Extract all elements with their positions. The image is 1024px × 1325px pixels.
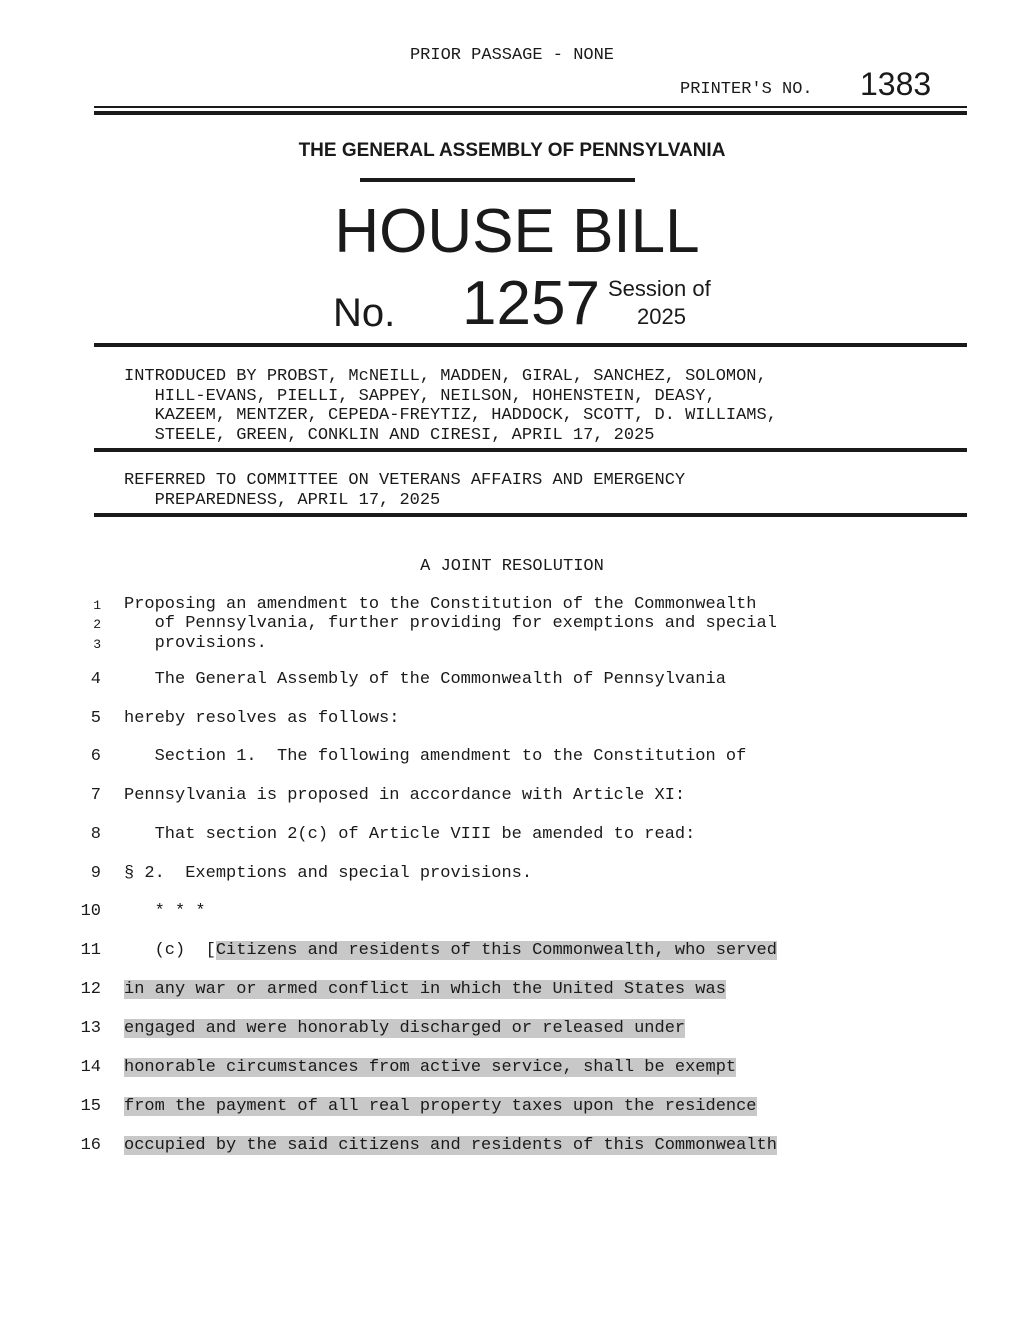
line-number: 4 [90, 670, 101, 689]
subsection-prefix: (c) [ [124, 941, 216, 960]
line-number: 2 [93, 617, 101, 632]
struck-text: in any war or armed conflict in which the United States was [124, 980, 726, 999]
struck-text: honorable circumstances from active service, shall be exempt [124, 1058, 737, 1077]
line-text: Section 1. The following amendment to the Constitution of [124, 747, 747, 766]
line-number: 8 [90, 825, 101, 844]
line-number: 13 [80, 1019, 101, 1038]
header-rule-thick [94, 111, 967, 115]
bill-number: 1257 [462, 269, 600, 338]
introduced-line: INTRODUCED BY PROBST, McNEILL, MADDEN, GIRAL, SANCHEZ, SOLOMON, [124, 367, 767, 386]
line-text [124, 941, 777, 960]
line-text: hereby resolves as follows: [124, 709, 400, 728]
referred-rule [94, 513, 967, 517]
line-number: 1 [93, 598, 101, 613]
line-text: provisions. [124, 634, 267, 653]
struck-text: Citizens and residents of this Commonwealth, who served [215, 941, 777, 960]
resolution-title: A JOINT RESOLUTION [420, 557, 604, 576]
assembly-underline [360, 178, 635, 182]
line-text: That section 2(c) of Article VIII be amended to read: [124, 825, 696, 844]
introduced-line: KAZEEM, MENTZER, CEPEDA-FREYTIZ, HADDOCK, SCOTT, D. WILLIAMS, [124, 406, 777, 425]
line-number: 3 [93, 637, 101, 652]
assembly-title: THE GENERAL ASSEMBLY OF PENNSYLVANIA [298, 140, 726, 161]
line-text [124, 1019, 685, 1038]
line-number: 6 [90, 747, 101, 766]
referred-line: PREPAREDNESS, APRIL 17, 2025 [124, 490, 441, 510]
line-text: § 2. Exemptions and special provisions. [124, 864, 533, 883]
line-text: Pennsylvania is proposed in accordance with Article XI: [124, 786, 686, 805]
line-text: of Pennsylvania, further providing for exemptions and special [124, 614, 777, 633]
line-number: 12 [80, 980, 101, 999]
line-text [124, 1136, 777, 1155]
struck-text: from the payment of all real property taxes upon the residence [124, 1097, 757, 1116]
printers-number-label: PRINTER'S NO. [680, 80, 813, 99]
line-number: 10 [80, 902, 101, 921]
line-number: 16 [80, 1136, 101, 1155]
introduced-line: HILL-EVANS, PIELLI, SAPPEY, NEILSON, HOHENSTEIN, DEASY, [124, 386, 716, 406]
prior-passage: PRIOR PASSAGE - NONE [409, 46, 615, 65]
line-number: 11 [80, 941, 101, 960]
line-text: The General Assembly of the Commonwealth of Pennsylvania [124, 670, 726, 689]
referred-line: REFERRED TO COMMITTEE ON VETERANS AFFAIRS AND EMERGENCY [124, 471, 686, 490]
line-number: 14 [80, 1058, 101, 1077]
line-number: 15 [80, 1097, 101, 1116]
line-number: 9 [90, 864, 101, 883]
printers-number: 1383 [860, 66, 932, 102]
line-number: 7 [90, 786, 101, 805]
session-label: Session of [608, 276, 711, 301]
introduced-rule [94, 448, 967, 452]
session-year: 2025 [637, 304, 686, 329]
bill-type: HOUSE BILL [334, 197, 700, 266]
line-text: Proposing an amendment to the Constitution of the Commonwealth [124, 595, 757, 614]
line-text: * * * [124, 902, 206, 921]
struck-text: occupied by the said citizens and residents of this Commonwealth [124, 1136, 777, 1155]
line-text [124, 1097, 757, 1116]
line-text [124, 1058, 736, 1077]
title-rule [94, 343, 967, 347]
header-rule-thin [94, 106, 967, 108]
line-number: 5 [90, 709, 101, 728]
line-text [124, 980, 726, 999]
introduced-line: STEELE, GREEN, CONKLIN AND CIRESI, APRIL 17, 2025 [124, 425, 655, 445]
bill-number-label: No. [333, 291, 396, 335]
struck-text: engaged and were honorably discharged or released under [124, 1019, 686, 1038]
